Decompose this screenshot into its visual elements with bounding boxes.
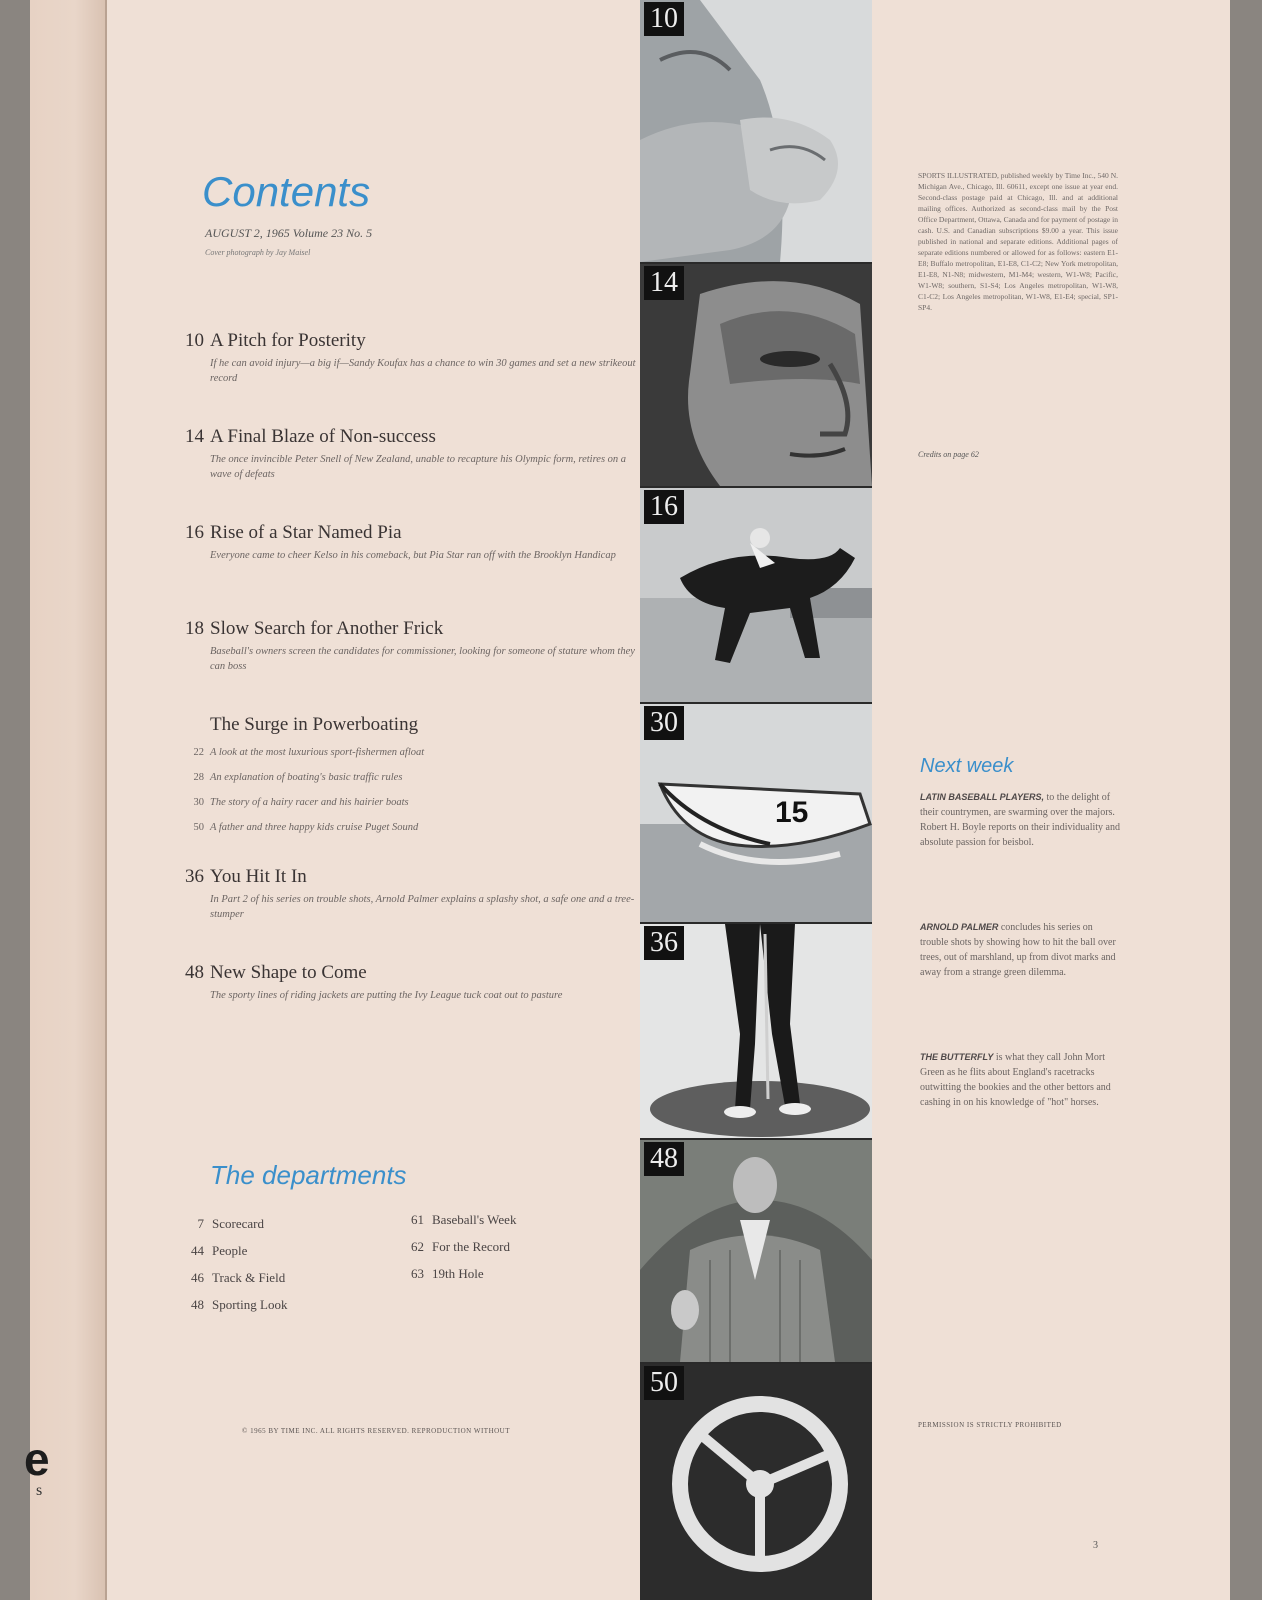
article-desc: Everyone came to cheer Kelso in his comeback, but Pia Star ran off with the Brooklyn Handicap [210, 550, 616, 561]
photo-number: 36 [644, 926, 684, 960]
dept-name: 19th Hole [432, 1266, 484, 1281]
photo-strip [640, 0, 872, 1600]
article-title: A Pitch for Posterity [210, 330, 366, 351]
page-edge-background [1230, 0, 1262, 1600]
dept-name: Baseball's Week [432, 1212, 517, 1227]
dept-page: 46 [191, 1270, 204, 1285]
photo-number: 50 [644, 1366, 684, 1400]
article-desc: If he can avoid injury—a big if—Sandy Koufax has a chance to win 30 games and set a new strikeout record [210, 358, 636, 384]
gutter-letter: e [24, 1433, 50, 1485]
article-entry[interactable] [170, 426, 640, 482]
page-number: 3 [1093, 1540, 1098, 1551]
next-week-title: Next week [920, 755, 1014, 777]
sub-text: The story of a hairy racer and his hairier boats [210, 797, 409, 808]
next-week-text: is what they call John Mort Green as he flits about England's racetracks outwitting the bookies and the other bettors and cashing in on his knowledge of "hot" horses. [920, 1052, 1111, 1108]
photo-number: 10 [644, 2, 684, 36]
next-week-text: concludes his series on trouble shots by showing how to hit the ball over trees, out of marshland, up from divot marks and away from a strange green dilemma. [920, 922, 1116, 978]
article-desc: The once invincible Peter Snell of New Zealand, unable to recapture his Olympic form, retires on a wave of defeats [210, 454, 627, 480]
article-entry[interactable] [170, 962, 640, 1003]
powerboating-section[interactable] [170, 714, 640, 840]
cover-credit: Cover photograph by Jay Maisel [205, 248, 311, 257]
koufax-photo [640, 0, 872, 262]
sub-item[interactable] [170, 740, 640, 765]
article-desc: In Part 2 of his series on trouble shots, Arnold Palmer explains a splashy shot, a safe one and a tree-stumper [210, 894, 635, 920]
gutter-fragment: s [36, 1482, 43, 1499]
article-page: 36 [185, 866, 204, 887]
sub-item[interactable] [170, 765, 640, 790]
article-entry[interactable] [170, 522, 640, 563]
dept-page: 63 [411, 1266, 424, 1281]
article-entry[interactable] [170, 618, 640, 674]
article-entry[interactable] [170, 866, 640, 922]
article-page: 14 [185, 426, 204, 447]
departments-title: The departments [210, 1160, 407, 1190]
next-week-item [920, 1050, 1120, 1110]
photo-number: 14 [644, 266, 684, 300]
next-week-item [920, 920, 1120, 980]
boat-number: 15 [775, 796, 809, 829]
photo-panel-snell[interactable] [640, 264, 872, 486]
article-page: 16 [185, 522, 204, 543]
dept-page: 44 [191, 1243, 204, 1258]
sub-page: 50 [193, 822, 204, 833]
contents-title: Contents [202, 168, 371, 215]
dept-name: Sporting Look [212, 1297, 288, 1312]
article-page: 10 [185, 330, 204, 351]
article-page: 18 [185, 618, 204, 639]
next-week-item [920, 790, 1120, 850]
department-item[interactable] [178, 1210, 287, 1237]
copyright-line-end: PERMISSION IS STRICTLY PROHIBITED [918, 1421, 1062, 1429]
department-item[interactable] [398, 1260, 516, 1287]
dept-name: Track & Field [212, 1270, 286, 1285]
photo-panel-jacket[interactable] [640, 1140, 872, 1362]
photo-number: 16 [644, 490, 684, 524]
dept-page: 48 [191, 1297, 204, 1312]
photo-panel-palmer[interactable] [640, 924, 872, 1138]
sub-item[interactable] [170, 790, 640, 815]
departments-left-column [178, 1210, 287, 1318]
dept-page: 7 [197, 1216, 204, 1231]
sub-page: 30 [193, 797, 204, 808]
next-week-lead: LATIN BASEBALL PLAYERS, [920, 792, 1045, 802]
publication-info: SPORTS ILLUSTRATED, published weekly by Time Inc., 540 N. Michigan Ave., Chicago, Ill. 60611, except one issue at year end. Second-class postage paid at Chicago, Ill. and at additional mailing offices. Authorized as second-class mail by the Post Office Department, Ottawa, Canada and for payment of postage in cash. U.S. and Canadian subscriptions $9.00 a year. This issue published in national and separate editions. Additional pages of separate editions numbered or allowed for as follows: eastern E1-E8; Buffalo metropolitan, E1-E8, C1-C2; New York metropolitan, E1-E8, N1-N8; midwestern, M1-M4; western, W1-W8; Pacific, W1-W8; southern, S1-S4; Los Angeles metropolitan, W1-W8, C1-C2; Los Angeles metropolitan, W1-W8, E1-E4; special, SP1-SP4. [918, 171, 1118, 312]
article-title: A Final Blaze of Non-success [210, 426, 436, 447]
article-title: You Hit It In [210, 866, 307, 887]
section-title: The Surge in Powerboating [210, 714, 419, 735]
sub-text: A look at the most luxurious sport-fishermen afloat [210, 747, 425, 758]
next-week-lead: ARNOLD PALMER [920, 922, 999, 932]
dept-name: Scorecard [212, 1216, 264, 1231]
departments-right-column [398, 1206, 516, 1287]
department-item[interactable] [178, 1291, 287, 1318]
magazine-page [24, 0, 1262, 1600]
photo-panel-powerboat[interactable] [640, 704, 872, 922]
dept-page: 62 [411, 1239, 424, 1254]
sub-text: An explanation of boating's basic traffic rules [210, 772, 403, 783]
issue-line: AUGUST 2, 1965 Volume 23 No. 5 [205, 226, 373, 240]
article-title: New Shape to Come [210, 962, 367, 983]
photo-panel-pia-star[interactable] [640, 488, 872, 702]
article-title: Rise of a Star Named Pia [210, 522, 402, 543]
department-item[interactable] [178, 1237, 287, 1264]
article-desc: Baseball's owners screen the candidates for commissioner, looking for someone of stature whom they can boss [210, 646, 635, 672]
dept-page: 61 [411, 1212, 424, 1227]
sub-item[interactable] [170, 815, 640, 840]
photo-panel-cruise[interactable] [640, 1364, 872, 1600]
article-entry[interactable] [170, 330, 640, 386]
dept-name: People [212, 1243, 248, 1258]
article-desc: The sporty lines of riding jackets are putting the Ivy League tuck coat out to pasture [210, 990, 563, 1001]
sub-page: 22 [193, 747, 204, 758]
previous-page-gutter [24, 0, 107, 1600]
dept-name: For the Record [432, 1239, 510, 1254]
article-title: Slow Search for Another Frick [210, 618, 444, 639]
copyright-line: © 1965 BY TIME INC. ALL RIGHTS RESERVED. REPRODUCTION WITHOUT [242, 1427, 511, 1435]
photo-number: 48 [644, 1142, 684, 1176]
article-page: 48 [185, 962, 204, 983]
department-item[interactable] [398, 1233, 516, 1260]
department-item[interactable] [178, 1264, 287, 1291]
credits-note: Credits on page 62 [918, 450, 979, 459]
sub-text: A father and three happy kids cruise Puget Sound [210, 822, 419, 833]
next-week-text: to the delight of their countrymen, are swarming over the majors. Robert H. Boyle reports on their individuality and absolute passion for beisbol. [920, 792, 1120, 848]
next-week-lead: THE BUTTERFLY [920, 1052, 994, 1062]
department-item[interactable] [398, 1206, 516, 1233]
photo-panel-koufax[interactable] [640, 0, 872, 262]
photo-number: 30 [644, 706, 684, 740]
sub-page: 28 [193, 772, 204, 783]
